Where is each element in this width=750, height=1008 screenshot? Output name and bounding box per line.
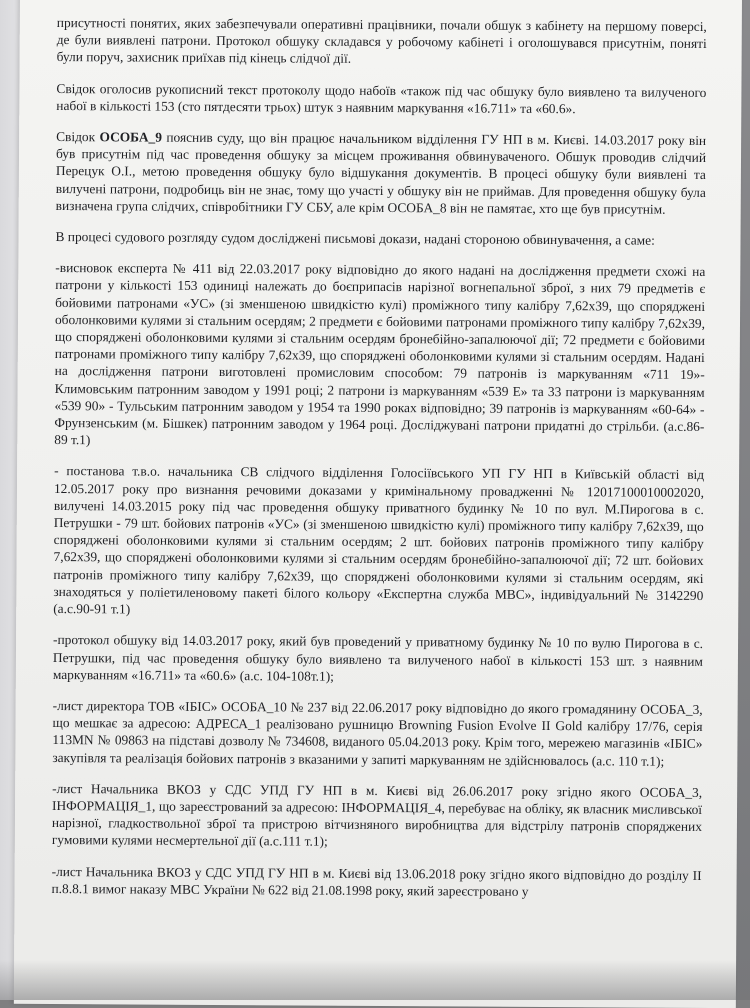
paragraph-vkoz-letter-2018: -лист Начальника ВКОЗ у СДС УПД ГУ НП в м. Києві від 13.06.2018 року згідно якого відповідно до розділу ІІ п.8.8.1 вимог наказу МВС України № 622 від 21.08.1998 року, який зареєстровано у <box>51 863 701 901</box>
document-body <box>51 0 707 915</box>
paragraph-vkoz-letter-2017: -лист Начальника ВКОЗ у СДС УПД ГУ НП в м. Києві від 26.06.2017 року згідно якого ОСОБА_3, ІНФОРМАЦІЯ_1, що зареєстрований за адресою: ІНФОРМАЦІЯ_4, перебуває на обліку, як власник мисливської нарізної, гладкоствольної зброї та пристрою вітчизняного виробництва для відстрілу патронів споряджених гумовими кулями несмертельної дії (а.с.111 т.1); <box>52 780 702 853</box>
witness-prefix: Свідок <box>56 129 99 144</box>
paragraph-search-context: присутності понятих, яких забезпечували оперативні працівники, почали обшук з кабінету на першому поверсі, де були виявлені патрони. Протокол обшуку складався у робочому кабінеті і оголошувався присутнім, поняті були поруч, захисник приїхав під кінець слідчої дії. <box>57 14 707 70</box>
paragraph-witness-osoba9 <box>56 128 707 218</box>
paragraph-ibis-letter: -лист директора ТОВ «ІБІС» ОСОБА_10 № 237 від 22.06.2017 року відповідно до якого громадянину ОСОБА_3, що мешкає за адресою: АДРЕСА_1 реалізовано рушницю Browning Fusion Evolve II Gold калібру 17/76, серія 113MN № 09863 на підставі дозволу № 734608, виданого 05.04.2013 року. Крім того, мережею магазинів «ІБІС» закупівля та реалізація бойових патронів з вказаними у запиті маркуванням не здійснювалось (а.с. 110 т.1); <box>52 697 702 770</box>
witness-name: ОСОБА_9 <box>99 129 161 144</box>
paragraph-search-protocol: -протокол обшуку від 14.03.2017 року, який був проведений у приватному будинку № 10 по вулю Пирогова в с. Петрушки, під час проведення обшуку було виявлено та вилученого набої в кількості 153 шт. з наявним маркуванням «16.711» та «60.6» (а.с. 104-108т.1); <box>53 631 703 687</box>
witness-testimony: пояснив суду, що він працює начальником відділення ГУ НП в м. Києві. 14.03.2017 року він був присутнім під час проведення обшуку за місцем проживання обвинуваченого. Обшук проводив слідчий Перецук О.І., метою проведення обшуку було відшукання документів. В процесі обшуку були виявлені та вилучені патрони, подробиць він не знає, тому що участі у обшуку він не приймав. Для проведення обшуку була визначена група слідчих, співробітники ГУ СБУ, але крім ОСОБА_8 він не памятає, хто ще був присутнім. <box>56 130 706 217</box>
document-page <box>14 0 742 1008</box>
paragraph-evidence-intro: В процесі судового розгляду судом досліджені письмові докази, надані стороною обвинувачення, а саме: <box>55 228 705 249</box>
paragraph-witness-protocol: Свідок оголосив рукописний текст протоколу щодо набоїв «також під час обшуку було виявлено та вилученого набої в кількості 153 (сто пятдесяти трьох) штук з наявним маркування «16.711» та «60.6». <box>56 80 706 118</box>
paragraph-expert-conclusion: -висновок експерта № 411 від 22.03.2017 року відповідно до якого надані на дослідження предмети схожі на патрони у кількості 153 одиниці належать до боєприпасів нарізної вогнепальної зброї, з них 79 предметів є бойовими патронами «УС» (зі зменшеною швидкістю кулі) проміжного типу калібру 7,62х39, що споряджені оболонковими кулями зі стальним осердям; 2 предмети є бойовими патронами проміжного типу калібру 7,62х39, що споряджені оболонковими кулями зі стальним осердям бронебійно-запалюючої дії; 72 предмети є бойовими патронами проміжного типу калібру 7,62х39, що споряджені оболонковими кулями зі стальним осердям. Надані на дослідження патрони виготовлені промисловим способом: 79 патронів із маркуванням «711 19»- Климовським патронним заводом у 1991 році; 2 патрони із маркуванням «539 Е» та 33 патрони із маркуванням «539 90» - Тульським патронним заводом у 1954 та 1990 роках відповідно; 39 патронів із маркуванням «60-64» - Фрунзенським (м. Бішкек) патронним заводом у 1964 році. Досліджувані патрони придатні до стрільби. (а.с.86-89 т.1) <box>54 259 705 452</box>
paragraph-evidence-resolution: - постанова т.в.о. начальника СВ слідчого відділення Голосіївського УП ГУ НП в Київській області від 12.05.2017 року про визнання речовими доказами у кримінальному провадженні № 12017100010002020, вилучені 14.03.2015 року під час проведення обшуку приватного будинку № 10 по вул. М.Пирогова в с. Петрушки - 79 шт. бойових патронів «УС» (зі зменшеною швидкістю кулі) проміжного типу калібру 7,62х39, що споряджені оболонковими кулями зі стальним осердям; 2 шт. бойових патронів проміжного типу калібру 7,62х39, що споряджені оболонковими кулями зі стальним осердям бронебійно-запалюючої дії; 72 шт. бойових патронів проміжного типу калібру 7,62х39, що споряджені оболонковими кулями зі стальним осердям, які знаходяться у поліетиленовому пакеті білого кольору «Експертна служба МВС», індивідуальний № 3142290 (а.с.90-91 т.1) <box>53 462 704 621</box>
